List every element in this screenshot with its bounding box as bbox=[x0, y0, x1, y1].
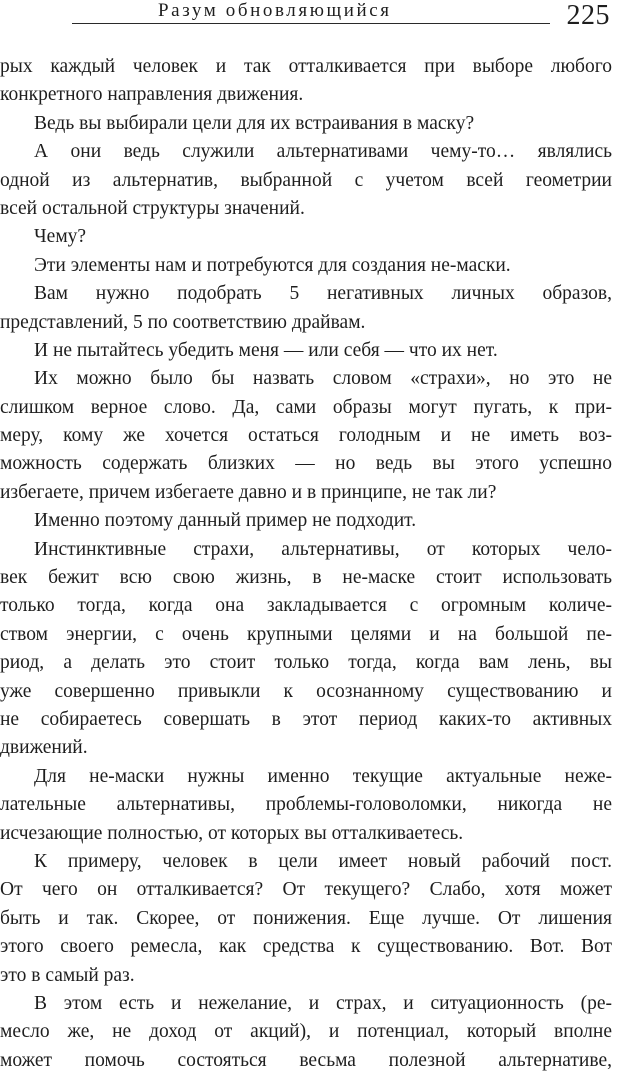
text-line: избегаете, причем избегаете давно и в принципе, не так ли? bbox=[0, 481, 497, 503]
running-title: Разум обновляющийся bbox=[158, 0, 392, 21]
text-line: век бежит всю свою жизнь, в не-маске стоит использовать bbox=[0, 567, 612, 589]
text-line: быть и так. Скорее, от понижения. Еще лучше. От лишения bbox=[0, 907, 612, 929]
text-line: А они ведь служили альтернативами чему-то… являлись bbox=[34, 141, 612, 163]
header-rule bbox=[72, 23, 550, 24]
text-line: Инстинктивные страхи, альтернативы, от которых чело- bbox=[34, 538, 612, 560]
text-line: рых каждый человек и так отталкивается при выборе любого bbox=[0, 56, 612, 77]
text-line: не собираетесь совершать в этот период каких-то активных bbox=[0, 708, 612, 730]
text-line: Вам нужно подобрать 5 негативных личных образов, bbox=[34, 283, 612, 305]
text-line: лательные альтернативы, проблемы-головоломки, никогда не bbox=[0, 794, 612, 816]
text-line: слишком верное слово. Да, сами образы могут пугать, к при- bbox=[0, 396, 612, 418]
text-line: Их можно было бы назвать словом «страхи», но это не bbox=[34, 368, 612, 390]
text-line: исчезающие полностью, от которых вы отталкиваетесь. bbox=[0, 822, 464, 844]
text-line: только тогда, когда она закладывается с огромным количе- bbox=[0, 595, 612, 617]
text-line: риод, а делать это стоит только тогда, когда вам лень, вы bbox=[0, 652, 612, 674]
text-line: Ведь вы выбирали цели для их встраивания в маску? bbox=[34, 112, 475, 134]
text-line: можность содержать близких — но ведь вы этого успешно bbox=[0, 453, 612, 475]
text-line: может помочь состояться весьма полезной альтернативе, bbox=[0, 1049, 612, 1071]
text-line: И не пытайтесь убедить меня — или себя — что их нет. bbox=[34, 339, 498, 361]
text-line: ством энергии, с очень крупными целями и на большой пе- bbox=[0, 623, 612, 645]
text-line: конкретного направления движения. bbox=[0, 84, 304, 106]
text-line: Именно поэтому данный пример не подходит. bbox=[34, 510, 417, 532]
text-line: это в самый раз. bbox=[0, 964, 135, 986]
page-number: 225 bbox=[566, 0, 610, 31]
text-line: представлений, 5 по соответствию драйвам. bbox=[0, 311, 366, 333]
text-line: Эти элементы нам и потребуются для создания не-маски. bbox=[34, 254, 511, 276]
text-line: одной из альтернатив, выбранной с учетом всей геометрии bbox=[0, 169, 612, 191]
text-line: уже совершенно привыкли к осознанному существованию и bbox=[0, 680, 612, 702]
text-line: меру, кому же хочется остаться голодным и не иметь воз- bbox=[0, 425, 612, 447]
text-line: Для не-маски нужны именно текущие актуальные неже- bbox=[34, 765, 612, 787]
text-line: В этом есть и нежелание, и страх, и ситуационность (ре- bbox=[34, 992, 612, 1014]
text-line: этого своего ремесла, как средства к существованию. Вот. Вот bbox=[0, 936, 612, 958]
page-text bbox=[0, 53, 612, 1075]
text-line: месло же, не доход от акций), и потенциал, который вполне bbox=[0, 1021, 612, 1043]
text-line: всей остальной структуры значений. bbox=[0, 197, 305, 219]
text-line: К примеру, человек в цели имеет новый рабочий пост. bbox=[34, 850, 612, 872]
text-line: движений. bbox=[0, 737, 88, 759]
running-head bbox=[0, 0, 620, 40]
text-line: Чему? bbox=[34, 226, 87, 248]
text-line: От чего он отталкивается? От текущего? Слабо, хотя может bbox=[0, 879, 612, 901]
